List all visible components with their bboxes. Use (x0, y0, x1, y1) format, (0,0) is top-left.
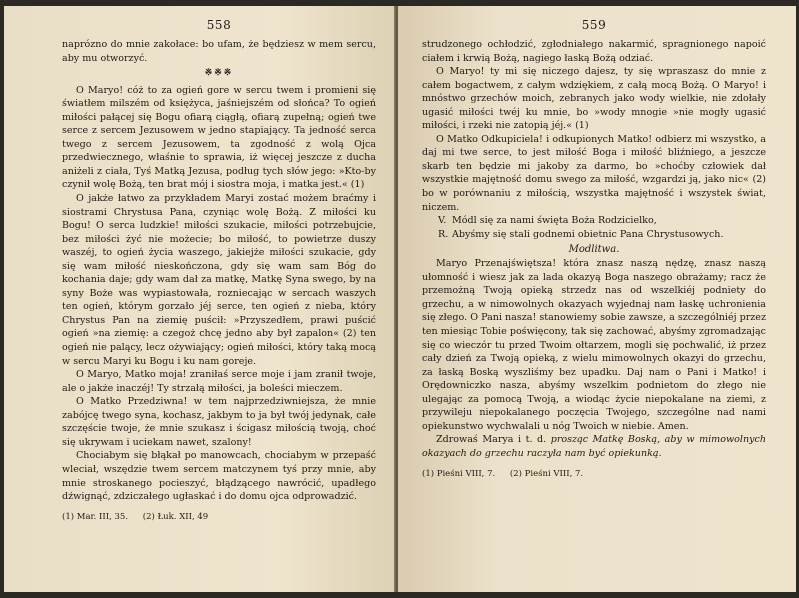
left-footnote-1: (1) Mar. III, 35. (62, 511, 129, 522)
page-number-left: 558 (206, 18, 232, 32)
left-paragraph-5: Chociabym się błąkał po manowcach, chociabym w przepaść wleciał, wszędzie twem sercem matczynem tyś przy mnie, aby mnie stroskanego pocieszyć, błądzącego nawrócić, upadłego dźwignąć, zdziczałego ugłaskać i do domu ojca odprowadzić. (62, 450, 376, 503)
response-text: Abyśmy się stali godnemi obietnic Pana Chrystusowych. (452, 228, 724, 240)
response-mark: R. (438, 228, 449, 240)
left-paragraph-4: O Matko Przedziwna! w tem najprzedziwniejsza, że mnie zabójcę twego syna, kochasz, jakbym to ja był twój jedynak, całe szczęście twoje, że mnie szukasz i ścigasz miłością twoją, choć się ukrywam i uciekam nawet, szalony! (62, 396, 376, 448)
versicle-mark: V. (438, 215, 447, 227)
left-lead-paragraph: naprózno do mnie zakołace: bo ufam, że będziesz w mem sercu, aby mu otworzyć. (62, 39, 376, 64)
right-page (398, 6, 796, 592)
versicle-text: Módl się za nami święta Boża Rodzicielko, (452, 215, 657, 227)
section-ornament: ※※※ (204, 68, 234, 79)
prayer-heading: Modlitwa. (568, 244, 620, 256)
right-paragraph-2: O Matko Odkupiciela! i odkupionych Matko! odbierz mi wszystko, a daj mi twe serce, to jest miłość Boga i miłość bliźniego, a jeszcze skarb ten będzie mi jakoby za darmo, bo »choćby człowiek dał wszystkie majętność domu swego za miłość, wzgardzi ją, jako nic« (2) bo w porównaniu z miłością, wszystka majętność i wszystek świat, niczem. (422, 133, 766, 213)
right-lead-paragraph: strudzonego ochłodzić, zgłodniałego nakarmić, spragnionego napoić ciałem i krwią Bożą, nagiego łaską Bożą odziać. (422, 39, 766, 64)
closing-paragraph (422, 433, 766, 460)
prayer-paragraph: Maryo Przenajświętsza! która znasz naszą nędzę, znasz naszą ułomność i wiesz jak za lada okazyą Boga naszego obrażamy; racz że przemożną Twoją opieką strzedz nas od wszelkiéj podniety do grzechu, a w nimowolnych okazyach wyjednaj nam łaskę uchronienia się złego. O Pani nasza! stanowiemy sobie zawsze, a szczególniéj przez ten miesiąc Tobie poświęcony, tak się zachować, abyśmy zgromadzając się co wieczór tu przed Twoim ołtarzem, mogli się pochwalić, iż przez cały dzień za Twoją opieką, z wielu mimowolnych okazyi do grzechu, za łaską Boską wyszliśmy bez upadku. Daj nam o Pani i Matko! i Orędowniczko nasza, abyśmy wszelkim podnietom do złego nie ulegając za pomocą Twoją, a wiodąc życie niepokalane na ziemi, z przywileju niepokalanego poczęcia Twojego, szczególne nad nami opiekunstwo wychwalali u nóg Twoich w niebie. Amen. (422, 258, 766, 432)
left-paragraph-1: O Maryo! cóż to za ogień gore w sercu twem i promieni się światłem milszém od księżyca, jaśniejszém od słońca? To ogień miłości pałącej się Bogu ofiarą ciągłą, ofiarą zupełną; ogień twe serce z sercem Jezusowem w jedno stapiający. Ta jedność serca twego z sercem Jezusowem, ta zgodność z wolą Ojca przedwiecznego, właśnie to sprawia, iż więcej jeszcze z ducha aniżeli z ciała, Tyś Matką Jezusa, podług tych słów jego: »Kto-by czynił wolę Bożą, ten brat mój i siostra moja, i matka jest.« (1) (62, 84, 376, 191)
closing-plain-text: Zdrowaś Marya i t. d. (436, 434, 547, 446)
left-page (4, 6, 396, 592)
right-footnote-2: (2) Pieśni VIII, 7. (509, 468, 584, 479)
versicle-line (422, 214, 766, 228)
closing-italic-text: prosząc Matkę Boską, aby w mimowolnych okazyach do grzechu raczyła nam być opiekunką. (422, 434, 766, 459)
right-paragraph-1: O Maryo! ty mi się niczego dajesz, ty się wpraszasz do mnie z całem bogactwem, z całym wdziękiem, z całą mocą Bożą. O Maryo! i mnóstwo grzechów moich, zebranych jako wody wielkie, nie zdołały ugasić miłości twéj ku mnie, bo »wody mnogie »nie mogły ugasić miłości, i rzeki nie zatopią jéj.« (1) (422, 66, 766, 132)
left-paragraph-2: O jakże łatwo za przykładem Maryi zostać możem braćmy i siostrami Chrystusa Pana, czyniąc wolę Bożą. Z miłości ku Bogu! O serca ludzkie! miłości szukacie, miłości potrzebujcie, bez miłości żyć nie możecie; bo miłość, to powietrze duszy waszéj, to ogień życia waszego, jakiejże miłości szukacie, gdy się wam miłość nieskończona, gdy się wam sam Bóg do kochania daje; gdy wam dał za matkę, Matkę Syna swego, by na syny Boże was wypiastowała, rozniecając w sercach waszych ten ogień, którym gorzało jéj serce, ten ogień z nieba, który Chrystus Pan na ziemię puścił: »Przyszedłem, prawi puścić ogień »na ziemię: a czegoż chcę jedno aby był zapalon« (2) ten ogień nie palący, lecz ożywiający; ogień miłości, który taką mocą w sercu Maryi ku Bogu i ku nam goreje. (62, 193, 376, 367)
right-footnotes (422, 469, 766, 479)
right-page-text (422, 38, 766, 214)
right-footnote-1: (1) Pieśni VIII, 7. (422, 468, 496, 479)
left-page-text (62, 38, 376, 504)
prayer-block (422, 257, 766, 460)
left-footnotes (62, 512, 376, 522)
page-number-right: 559 (581, 18, 607, 32)
left-paragraph-3: O Maryo, Matko moja! zraniłaś serce moje i jam zranił twoje, ale o jakże inaczéj! Ty strzałą miłości, ja boleści mieczem. (62, 369, 376, 394)
left-footnote-2: (2) Łuk. XII, 49 (142, 511, 209, 522)
response-line (422, 228, 766, 242)
